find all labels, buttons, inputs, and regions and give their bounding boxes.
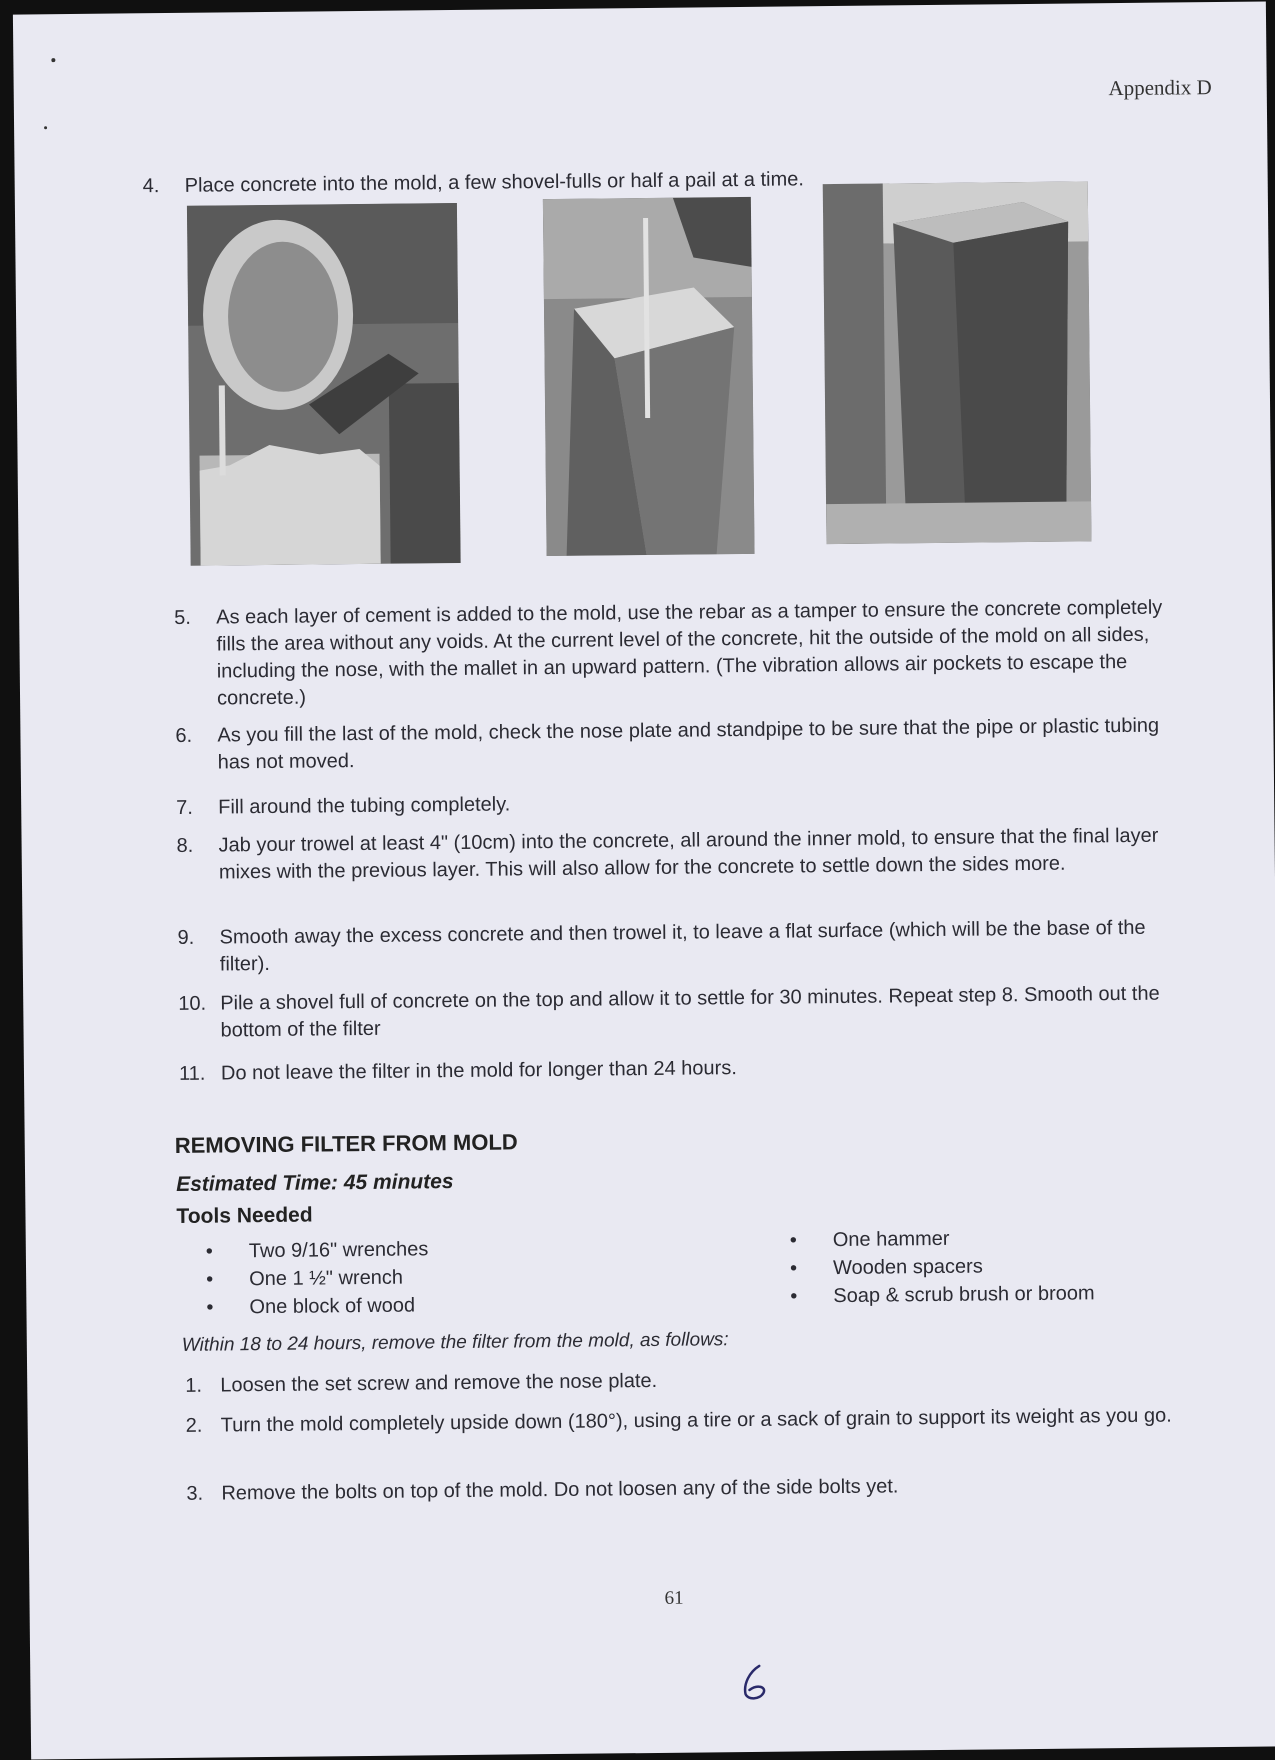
step-8 xyxy=(176,822,1177,886)
step-text: Remove the bolts on top of the mold. Do not loosen any of the side bolts yet. xyxy=(221,1475,899,1505)
step-text: Smooth away the excess concrete and then trowel it, to leave a flat surface (which will be the base of the filter). xyxy=(219,916,1146,976)
step-number: 11. xyxy=(178,1062,206,1085)
document-page xyxy=(13,1,1275,1759)
step-number: 4. xyxy=(142,175,160,198)
step-text: As you fill the last of the mold, check the nose plate and standpipe to be sure that the pipe or plastic tubing has not moved. xyxy=(217,714,1160,774)
step-6 xyxy=(175,712,1176,776)
step-number: 10. xyxy=(178,992,207,1015)
speck xyxy=(51,58,55,62)
list-item xyxy=(790,1251,1095,1282)
bullet: • xyxy=(790,1285,798,1308)
procedure-intro: Within 18 to 24 hours, remove the filter from the mold, as follows: xyxy=(181,1329,729,1356)
list-item xyxy=(790,1279,1095,1310)
removal-step-2 xyxy=(186,1402,1186,1439)
step-9 xyxy=(177,914,1178,978)
list-item xyxy=(790,1223,1095,1254)
bullet: • xyxy=(206,1296,214,1319)
list-item xyxy=(206,1291,429,1321)
list-item xyxy=(206,1235,429,1265)
section-title: REMOVING FILTER FROM MOLD xyxy=(174,1129,518,1158)
step-number: 5. xyxy=(174,606,192,629)
appendix-header: Appendix D xyxy=(1108,75,1212,101)
photo-pouring-concrete xyxy=(187,203,461,566)
handwritten-mark xyxy=(735,1662,775,1702)
photo-filled-mold xyxy=(823,181,1092,544)
step-number: 2. xyxy=(185,1414,203,1437)
step-text: Do not leave the filter in the mold for longer than 24 hours. xyxy=(220,1057,737,1085)
step-number: 8. xyxy=(176,834,194,857)
tool-name: One hammer xyxy=(832,1227,950,1252)
removal-step-3 xyxy=(186,1470,1186,1507)
page-number: 61 xyxy=(664,1587,684,1609)
step-text: Loosen the set screw and remove the nose plate. xyxy=(220,1369,658,1397)
step-text: As each layer of cement is added to the mold, use the rebar as a tamper to ensure the concrete completely fills the area without any voids. At the current level of the concrete, hit the outside of the mold on all sides, including the nose, with the mallet in an upward pattern. (The vibration allows air pockets to escape the concrete.) xyxy=(216,596,1163,710)
step-10 xyxy=(178,980,1179,1044)
tool-name: Wooden spacers xyxy=(832,1255,983,1280)
speck xyxy=(44,126,47,129)
step-number: 3. xyxy=(186,1482,204,1505)
estimated-time: Estimated Time: 45 minutes xyxy=(176,1170,454,1196)
step-text: Place concrete into the mold, a few shovel-fulls or half a pail at a time. xyxy=(184,168,804,197)
step-text: Turn the mold completely upside down (180°), using a tire or a sack of grain to support its weight as you go. xyxy=(220,1404,1172,1437)
step-5 xyxy=(174,594,1175,712)
removal-step-1 xyxy=(185,1362,1185,1399)
tools-list-right xyxy=(790,1223,1095,1310)
step-number: 9. xyxy=(177,926,195,949)
photo-tamping-rebar xyxy=(543,197,755,556)
step-number: 6. xyxy=(175,724,193,747)
tools-needed-label: Tools Needed xyxy=(176,1203,313,1228)
step-7 xyxy=(176,784,1176,821)
bullet: • xyxy=(206,1268,214,1291)
bullet: • xyxy=(789,1257,798,1280)
tool-name: Two 9/16" wrenches xyxy=(248,1238,429,1263)
bullet: • xyxy=(789,1229,797,1252)
tools-list-left xyxy=(206,1235,429,1321)
bullet: • xyxy=(205,1240,213,1263)
step-text: Fill around the tubing completely. xyxy=(218,793,511,819)
step-text: Pile a shovel full of concrete on the top and allow it to settle for 30 minutes. Repeat step 8. Smooth out the bottom of the filter xyxy=(220,982,1160,1042)
step-text: Jab your trowel at least 4" (10cm) into the concrete, all around the inner mold, to ensure that the final layer mixes with the previous layer. This will also allow for the concrete to settle down the sides more. xyxy=(218,824,1159,884)
step-number: 1. xyxy=(185,1374,203,1397)
tool-name: Soap & scrub brush or broom xyxy=(833,1282,1095,1308)
step-11 xyxy=(179,1050,1179,1087)
tool-name: One 1 ½" wrench xyxy=(249,1266,404,1291)
list-item xyxy=(206,1263,429,1293)
step-number: 7. xyxy=(176,796,194,819)
tool-name: One block of wood xyxy=(249,1294,416,1319)
